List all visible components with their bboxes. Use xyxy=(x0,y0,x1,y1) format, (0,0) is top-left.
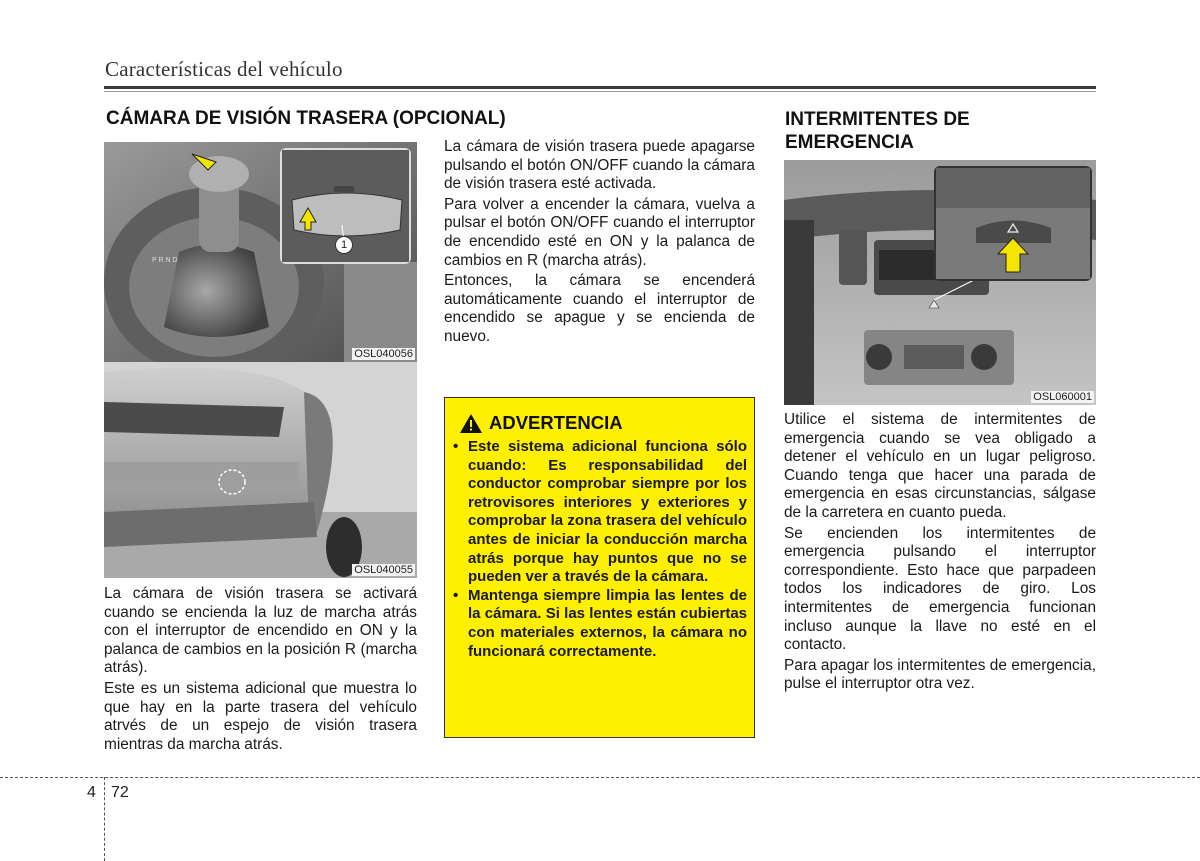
paragraph: Se encienden los intermitentes de emergencia pulsando el interruptor correspondiente. Esto hace que parpadeen todos los indicadores de giro. Los intermitentes de emergencia funcionan incluso aunque la llave no esté en el contacto. xyxy=(784,524,1096,654)
middle-body-text xyxy=(444,138,755,347)
chapter-number: 4 xyxy=(87,784,96,801)
right-body-text xyxy=(784,411,1096,694)
svg-text:P R N D: P R N D xyxy=(152,257,178,264)
section-heading-camera: CÁMARA DE VISIÓN TRASERA (OPCIONAL) xyxy=(106,108,506,129)
section-heading-hazard-line1: INTERMITENTES DE xyxy=(785,109,970,130)
paragraph: Para apagar los intermitentes de emergencia, pulse el interruptor otra vez. xyxy=(784,656,1096,693)
paragraph: Este es un sistema adicional que muestra lo que hay en la parte trasera del vehículo atrvés de un espejo de visión trasera mientras da marcha atrás. xyxy=(104,679,417,753)
figure-hazard-switch xyxy=(784,160,1096,405)
warning-triangle-icon xyxy=(459,413,483,434)
callout-number: 1 xyxy=(335,236,353,254)
figure-code: OSL060001 xyxy=(1033,391,1092,403)
warning-title: ADVERTENCIA xyxy=(489,412,623,433)
figure-shifter-mirror xyxy=(104,142,417,362)
page-number: 72 xyxy=(111,784,129,801)
paragraph: Utilice el sistema de intermitentes de emergencia cuando se vea obligado a detener el vehículo en un lugar peligroso. Cuando tenga que hacer una parada de emergencia en esas circunstancias, sálgase de la carretera en cuanto pueda. xyxy=(784,411,1096,521)
paragraph: La cámara de visión trasera se activará cuando se encienda la luz de marcha atrás con el interruptor de encendido en ON y la palanca de cambios en la posición R (marcha atrás). xyxy=(104,585,417,677)
footer-vertical-rule xyxy=(104,777,105,861)
header-rule-thin xyxy=(104,91,1096,92)
warning-item: • Este sistema adicional funciona sólo cuando: Es responsabilidad del conductor comprobar siempre por los retrovisores interiores y exteriores y comprobar la zona trasera del vehículo antes de iniciar la conducción marcha atrás porque hay puntos que no se pueden ver a través de la cámara. xyxy=(453,438,747,586)
warning-list xyxy=(449,438,747,661)
header-rule xyxy=(104,86,1096,89)
vehicle-rear-illustration xyxy=(104,362,417,578)
figure-code: OSL040056 xyxy=(354,348,413,360)
paragraph: Entonces, la cámara se encenderá automáticamente cuando el interruptor de encendido se apague y se encienda de nuevo. xyxy=(444,272,755,345)
figure-code: OSL040055 xyxy=(354,564,413,576)
mirror-inset xyxy=(280,148,411,264)
hazard-switch-inset xyxy=(934,166,1092,281)
paragraph: Para volver a encender la cámara, vuelva a pulsar el botón ON/OFF cuando el interruptor de encendido esté en ON y la palanca de cambios en R (marcha atrás). xyxy=(444,195,755,269)
hazard-switch-illustration xyxy=(936,168,1090,279)
figure-vehicle-rear xyxy=(104,362,417,578)
warning-header xyxy=(459,412,623,434)
footer-dashed-rule xyxy=(0,777,1200,778)
left-body-text xyxy=(104,585,417,754)
section-heading-hazard-line2: EMERGENCIA xyxy=(785,132,914,153)
warning-box xyxy=(444,397,755,738)
running-header: Características del vehículo xyxy=(105,57,343,81)
warning-item: • Mantenga siempre limpia las lentes de la cámara. Si las lentes están cubiertas con materiales externos, la cámara no funcionará correctamente. xyxy=(453,586,747,660)
paragraph: La cámara de visión trasera puede apagarse pulsando el botón ON/OFF cuando la cámara de visión trasera esté activada. xyxy=(444,138,755,193)
